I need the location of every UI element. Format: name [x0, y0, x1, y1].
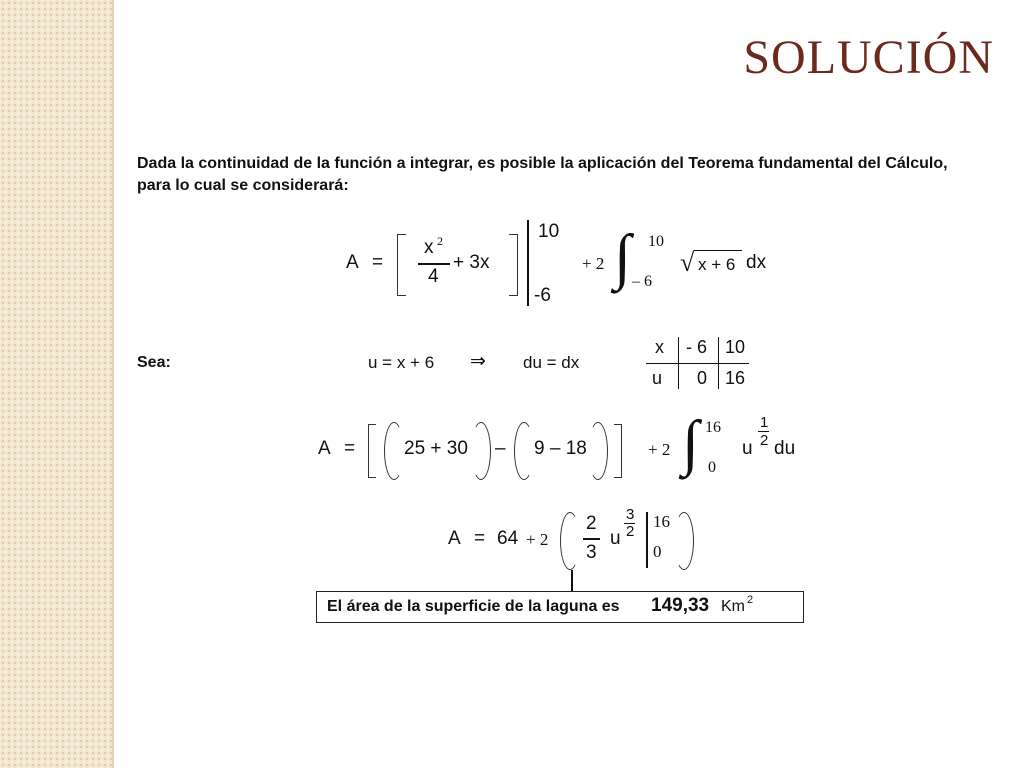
- eq1-int-upper: 10: [648, 233, 664, 250]
- eq2-du: du: [774, 438, 796, 459]
- eq1-denominator: 4: [428, 266, 439, 287]
- slide-title: SOLUCIÓN: [743, 31, 994, 84]
- table-row-u-lower: 0: [697, 368, 708, 388]
- eq3-plus-2: + 2: [526, 530, 549, 549]
- eq3-equals: =: [474, 528, 486, 549]
- eq2-exp-num: 1: [760, 414, 769, 431]
- eq3-u: u: [610, 528, 621, 549]
- eq2-u: u: [742, 438, 753, 459]
- eq2-paren-term-1: 25 + 30: [404, 438, 468, 459]
- integral-icon: ∫: [614, 223, 631, 291]
- result-unit-exp: 2: [747, 594, 754, 606]
- table-vline-1: [678, 337, 679, 389]
- eq2-paren-open-1: [384, 422, 404, 480]
- intro-line-2: para lo cual se considerará:: [137, 177, 349, 194]
- sea-label: Sea:: [137, 354, 171, 371]
- eq3-paren-close: [674, 512, 694, 570]
- eq3-frac-bar: [583, 538, 600, 540]
- eq2-paren-term-2: 9 – 18: [534, 438, 587, 459]
- eq3-value: 64: [497, 528, 519, 549]
- sqrt-icon: √: [680, 248, 695, 277]
- eq1-eval-bar: [527, 220, 529, 306]
- u-definition: u = x + 6: [368, 353, 435, 372]
- integral-icon: ∫: [682, 409, 699, 477]
- implies-icon: ⇒: [470, 351, 486, 372]
- eq2-paren-close-2: [588, 422, 608, 480]
- table-header-x-lower: - 6: [686, 337, 708, 357]
- result-unit: Km: [721, 598, 745, 615]
- eq2-int-lower: 0: [708, 459, 716, 476]
- eq1-radicand: x + 6: [698, 255, 736, 274]
- eq3-upper-limit: 16: [653, 512, 670, 531]
- eq2-bracket-left: [368, 424, 376, 478]
- eq3-eval-bar: [646, 512, 648, 568]
- table-header-x: x: [655, 337, 664, 357]
- eq2-paren-close-1: [471, 422, 491, 480]
- eq2-paren-open-2: [514, 422, 534, 480]
- eq1-lower-limit: -6: [534, 285, 551, 306]
- eq1-dx: dx: [746, 252, 767, 273]
- eq1-plus-2: + 2: [582, 254, 605, 273]
- eq2-int-upper: 16: [705, 419, 721, 436]
- eq3-A: A: [448, 528, 461, 549]
- result-value: 149,33: [651, 595, 710, 616]
- eq1-numerator: x: [424, 237, 434, 258]
- table-row-u: u: [652, 368, 663, 388]
- eq3-paren-open: [560, 512, 580, 570]
- table-row-u-upper: 16: [725, 368, 746, 388]
- eq3-frac-num: 2: [586, 513, 597, 534]
- eq3-exp-den: 2: [626, 523, 635, 540]
- eq1-plus-3x: + 3x: [453, 252, 490, 273]
- eq1-int-lower: – 6: [632, 273, 652, 290]
- result-text: El área de la superficie de la laguna es: [327, 598, 620, 615]
- eq3-frac-den: 3: [586, 542, 597, 563]
- table-header-x-upper: 10: [725, 337, 746, 357]
- eq3-lower-limit: 0: [653, 542, 662, 561]
- eq2-minus: –: [495, 438, 506, 459]
- result-connector: [571, 570, 573, 591]
- du-definition: du = dx: [523, 353, 580, 372]
- eq1-equals: =: [372, 252, 384, 273]
- table-hline: [646, 363, 749, 364]
- eq1-A: A: [346, 252, 359, 273]
- eq3-exp-num: 3: [626, 506, 635, 523]
- table-vline-2: [718, 337, 719, 389]
- eq2-equals: =: [344, 438, 356, 459]
- eq2-exp-den: 2: [760, 432, 769, 449]
- eq1-fraction-bar: [418, 263, 450, 265]
- intro-line-1: Dada la continuidad de la función a integrar, es posible la aplicación del Teorema fundamental del Cálculo,: [137, 155, 948, 172]
- eq2-plus-2: + 2: [648, 440, 671, 459]
- eq2-A: A: [318, 438, 331, 459]
- eq1-bracket-left: [397, 234, 406, 296]
- eq2-bracket-right: [614, 424, 622, 478]
- sqrt-overline: [694, 250, 742, 251]
- eq1-upper-limit: 10: [538, 221, 560, 242]
- eq1-bracket-right: [509, 234, 518, 296]
- result-box: [316, 591, 804, 623]
- intro-paragraph: [137, 153, 1017, 197]
- sidebar-edge: [112, 0, 114, 768]
- eq1-numerator-exp: 2: [437, 234, 443, 248]
- decorative-sidebar: [0, 0, 112, 768]
